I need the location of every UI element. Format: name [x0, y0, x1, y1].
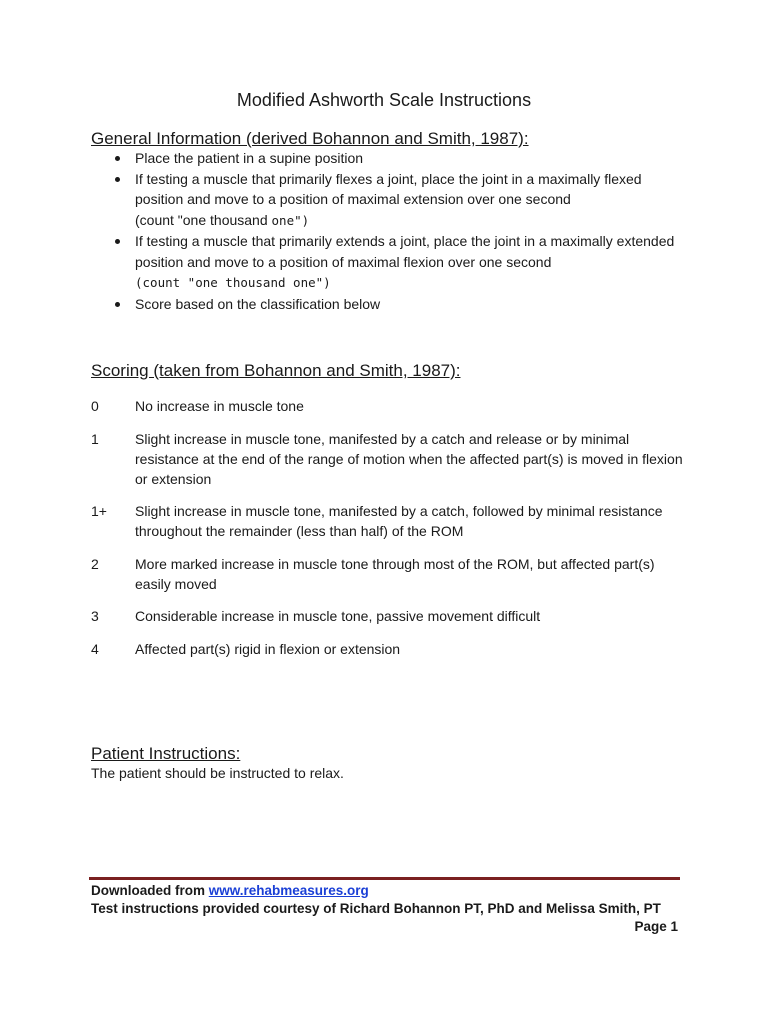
page-number: Page 1 [634, 919, 678, 934]
bullet-icon [115, 302, 120, 307]
bullet-icon [115, 177, 120, 182]
footer [91, 882, 678, 936]
general-info-heading: General Information (derived Bohannon and Smith, 1987): [91, 129, 529, 148]
score-row [91, 429, 691, 489]
score-row [91, 639, 691, 659]
list-item: If testing a muscle that primarily flexes a joint, place the joint in a maximally flexed position and move to a position of maximal extension over one second (count "one thousand one") [91, 169, 691, 232]
score-description: Slight increase in muscle tone, manifested by a catch and release or by minimal resistance at the end of the range of motion when the affected part(s) is moved in flexion or extension [135, 430, 683, 487]
bullet-icon [115, 156, 120, 161]
patient-instructions-text: The patient should be instructed to relax. [91, 765, 344, 781]
score-value: 1+ [91, 503, 107, 519]
footer-courtesy: Test instructions provided courtesy of Richard Bohannon PT, PhD and Melissa Smith, PT [91, 901, 661, 916]
footer-download-line: Downloaded from www.rehabmeasures.org [91, 883, 369, 898]
score-row [91, 554, 691, 594]
scoring-heading: Scoring (taken from Bohannon and Smith, 1987): [91, 361, 461, 380]
score-description: Considerable increase in muscle tone, passive movement difficult [135, 608, 541, 624]
score-description: Slight increase in muscle tone, manifested by a catch, followed by minimal resistance throughout the remainder (less than half) of the ROM [135, 503, 663, 539]
scoring-list [91, 396, 691, 671]
list-item: Place the patient in a supine position [91, 148, 691, 169]
score-description: No increase in muscle tone [135, 398, 304, 414]
score-row [91, 396, 691, 416]
score-value: 2 [91, 555, 99, 572]
score-value: 4 [91, 640, 99, 657]
document-title: Modified Ashworth Scale Instructions [236, 90, 532, 110]
score-value: 0 [91, 398, 99, 414]
patient-instructions-heading: Patient Instructions: [91, 744, 241, 763]
score-row [91, 606, 691, 626]
bullet-icon [115, 239, 120, 244]
score-row [91, 501, 691, 541]
list-item: Score based on the classification below [91, 294, 691, 315]
score-value: 1 [91, 430, 99, 447]
score-description: More marked increase in muscle tone through most of the ROM, but affected part(s) easily moved [135, 555, 655, 592]
footer-divider [89, 877, 680, 880]
score-value: 3 [91, 608, 99, 624]
list-item: If testing a muscle that primarily extends a joint, place the joint in a maximally extended position and move to a position of maximal flexion over one second (count "one thousand one") [91, 231, 691, 294]
rehabmeasures-link[interactable]: www.rehabmeasures.org [208, 883, 369, 898]
score-description: Affected part(s) rigid in flexion or extension [135, 640, 401, 657]
general-info-list [91, 148, 691, 314]
